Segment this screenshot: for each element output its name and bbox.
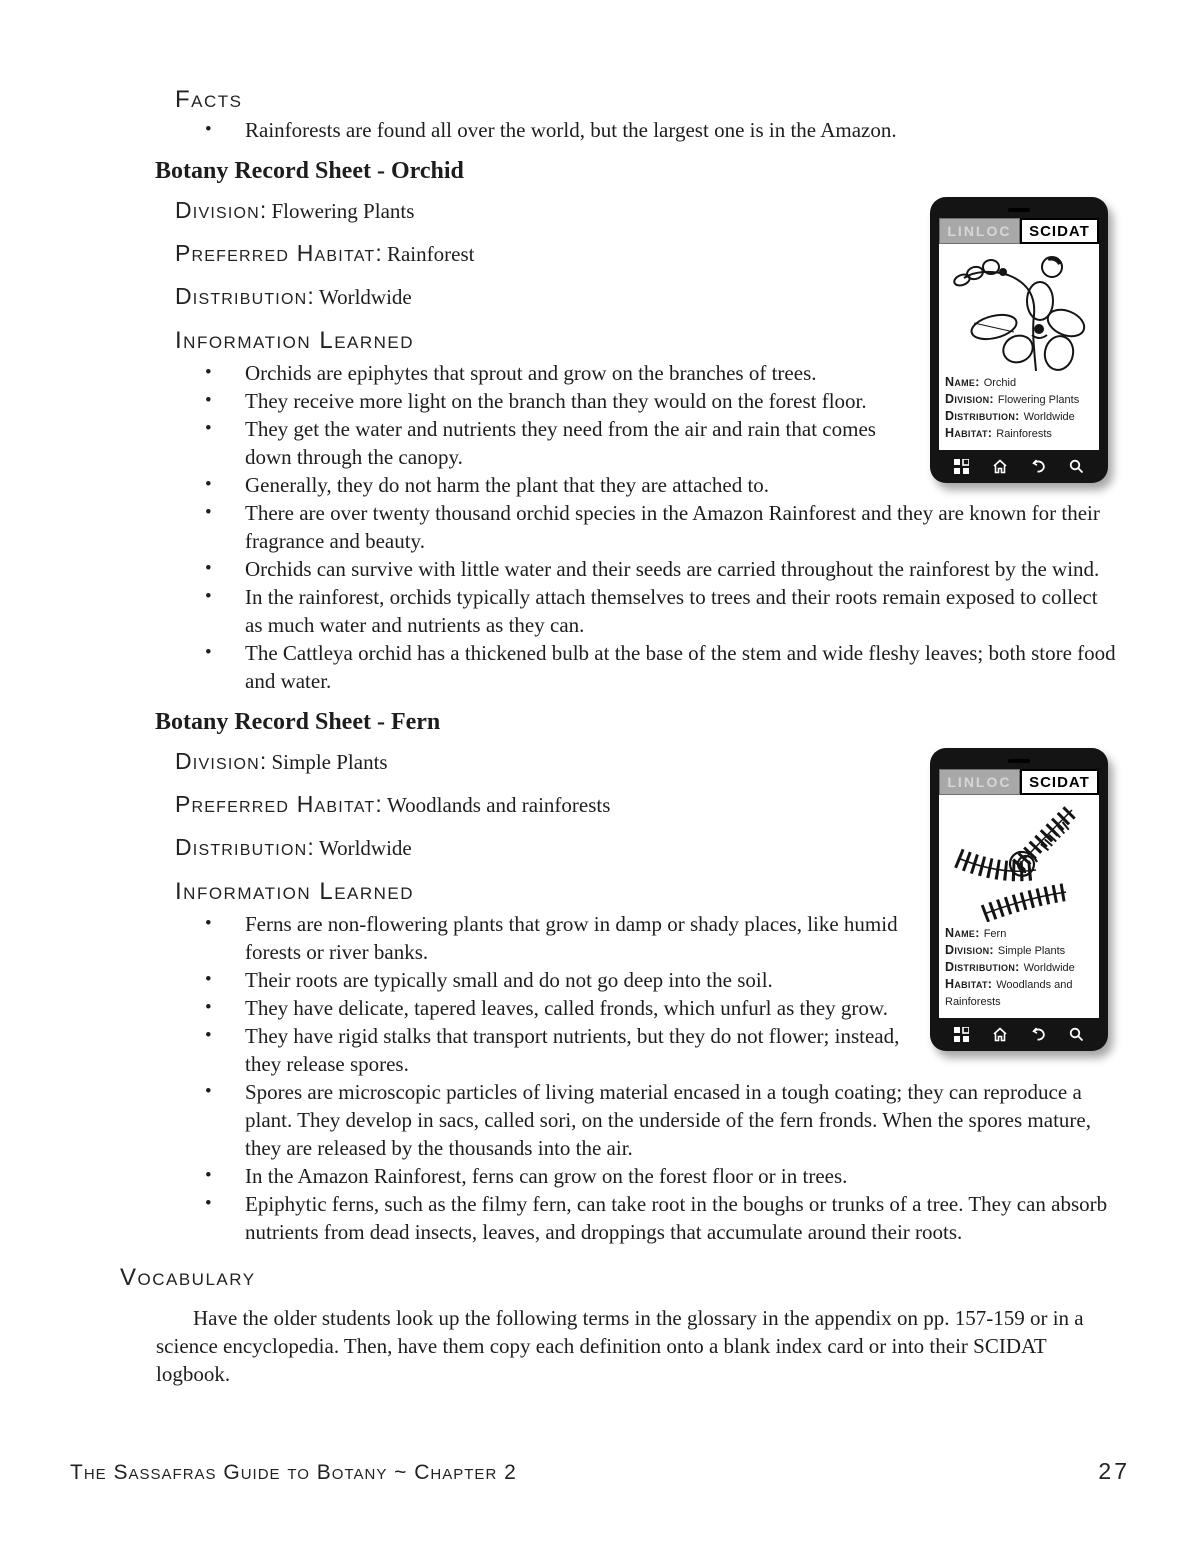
device-field-label: Division: <box>945 943 994 957</box>
field-label: Distribution: <box>175 834 315 860</box>
linloc-logo: LINLOC <box>939 218 1020 244</box>
list-item: • Epiphytic ferns, such as the filmy fern, can take root in the boughs or trunks of a tree. They can absorb nutrients from dead insects, leaves, and droppings that accumulate around their roots. <box>175 1190 1118 1246</box>
fern-record-heading: Botany Record Sheet - Fern <box>155 709 441 735</box>
field-value: Worldwide <box>318 285 412 309</box>
device-brandbar <box>939 218 1099 244</box>
footer-book-title: The Sassafras Guide to Botany ~ Chapter 2 <box>70 1461 517 1484</box>
facts-section <box>0 86 1118 144</box>
list-item: • They get the water and nutrients they need from the air and rain that comes down through the canopy. <box>175 415 1118 471</box>
page-footer <box>70 1458 1130 1485</box>
field-value: Rainforest <box>386 242 475 266</box>
orchid-section <box>0 158 1118 695</box>
linloc-logo: LINLOC <box>939 769 1020 795</box>
scidat-logo: SCIDAT <box>1020 218 1099 244</box>
field-value: Flowering Plants <box>271 199 415 223</box>
fern-bullet-list <box>175 910 1118 1246</box>
information-learned-heading: Information Learned <box>175 327 415 354</box>
device-field-label: Name: <box>945 926 980 940</box>
device-field-label: Habitat: <box>945 977 993 991</box>
list-item: • They have delicate, tapered leaves, called fronds, which unfurl as they grow. <box>175 994 1118 1022</box>
scidat-logo: SCIDAT <box>1020 769 1099 795</box>
list-item: • In the Amazon Rainforest, ferns can grow on the forest floor or in trees. <box>175 1162 1118 1190</box>
list-item: • Orchids are epiphytes that sprout and grow on the branches of trees. <box>175 359 1118 387</box>
list-item: • Spores are microscopic particles of living material encased in a tough coating; they can reproduce a plant. They develop in sacs, called sori, on the underside of the fern fronds. When the spores mature, they are released by the thousands into the air. <box>175 1078 1118 1162</box>
field-value: Woodlands and rainforests <box>386 793 611 817</box>
device-field-value: Flowering Plants <box>997 394 1080 406</box>
vocabulary-paragraph: Have the older students look up the following terms in the glossary in the appendix on pp. 157-159 or in a science encyclopedia. Then, have them copy each definition onto a blank index card or into their SCIDAT logbook. <box>156 1306 1084 1386</box>
page-number: 27 <box>1098 1458 1130 1484</box>
list-item: • Ferns are non-flowering plants that grow in damp or shady places, like humid forests or river banks. <box>175 910 1118 966</box>
device-field-value: Orchid <box>983 377 1017 389</box>
device-brandbar <box>939 769 1099 795</box>
field-label: Distribution: <box>175 283 315 309</box>
list-item: • They receive more light on the branch than they would on the forest floor. <box>175 387 1118 415</box>
facts-heading: Facts <box>175 86 243 113</box>
device-field-value: Fern <box>983 928 1007 940</box>
list-item: • They have rigid stalks that transport nutrients, but they do not flower; instead, they release spores. <box>175 1022 1118 1078</box>
fern-section <box>0 709 1118 1246</box>
field-label: Division: <box>175 197 268 223</box>
device-field-value: Worldwide <box>1023 411 1075 423</box>
list-item: • The Cattleya orchid has a thickened bulb at the base of the stem and wide fleshy leaves; both store food and water. <box>175 639 1118 695</box>
device-field-value: Rainforests <box>996 428 1052 440</box>
device-field-label: Distribution: <box>945 960 1020 974</box>
orchid-illustration <box>939 244 1099 372</box>
vocabulary-section <box>0 1264 1118 1388</box>
speaker-notch <box>1008 208 1030 212</box>
list-item: • Rainforests are found all over the world, but the largest one is in the Amazon. <box>175 116 1118 144</box>
information-learned-heading: Information Learned <box>175 878 415 905</box>
vocabulary-heading: Vocabulary <box>120 1264 256 1291</box>
list-item: • Their roots are typically small and do not go deep into the soil. <box>175 966 1118 994</box>
field-label: Preferred Habitat: <box>175 240 383 266</box>
device-field-label: Distribution: <box>945 409 1020 423</box>
device-field-value: Simple Plants <box>997 945 1066 957</box>
list-item: • Orchids can survive with little water and their seeds are carried throughout the rainforest by the wind. <box>175 555 1118 583</box>
orchid-bullet-list <box>175 359 1118 695</box>
facts-bullet-list <box>175 116 1118 144</box>
field-value: Simple Plants <box>271 750 388 774</box>
device-field-label: Division: <box>945 392 994 406</box>
orchid-record-heading: Botany Record Sheet - Orchid <box>155 158 464 184</box>
device-field-value: Woodlands and Rainforests <box>945 979 1073 1008</box>
list-item: • There are over twenty thousand orchid species in the Amazon Rainforest and they are known for their fragrance and beauty. <box>175 499 1118 555</box>
field-label: Preferred Habitat: <box>175 791 383 817</box>
device-field-label: Name: <box>945 375 980 389</box>
field-value: Worldwide <box>318 836 412 860</box>
field-label: Division: <box>175 748 268 774</box>
fern-illustration <box>939 795 1099 923</box>
device-field-value: Worldwide <box>1023 962 1075 974</box>
list-item: • Generally, they do not harm the plant that they are attached to. <box>175 471 1118 499</box>
device-field-label: Habitat: <box>945 426 993 440</box>
list-item: • In the rainforest, orchids typically attach themselves to trees and their roots remain exposed to collect as much water and nutrients as they can. <box>175 583 1118 639</box>
speaker-notch <box>1008 759 1030 763</box>
